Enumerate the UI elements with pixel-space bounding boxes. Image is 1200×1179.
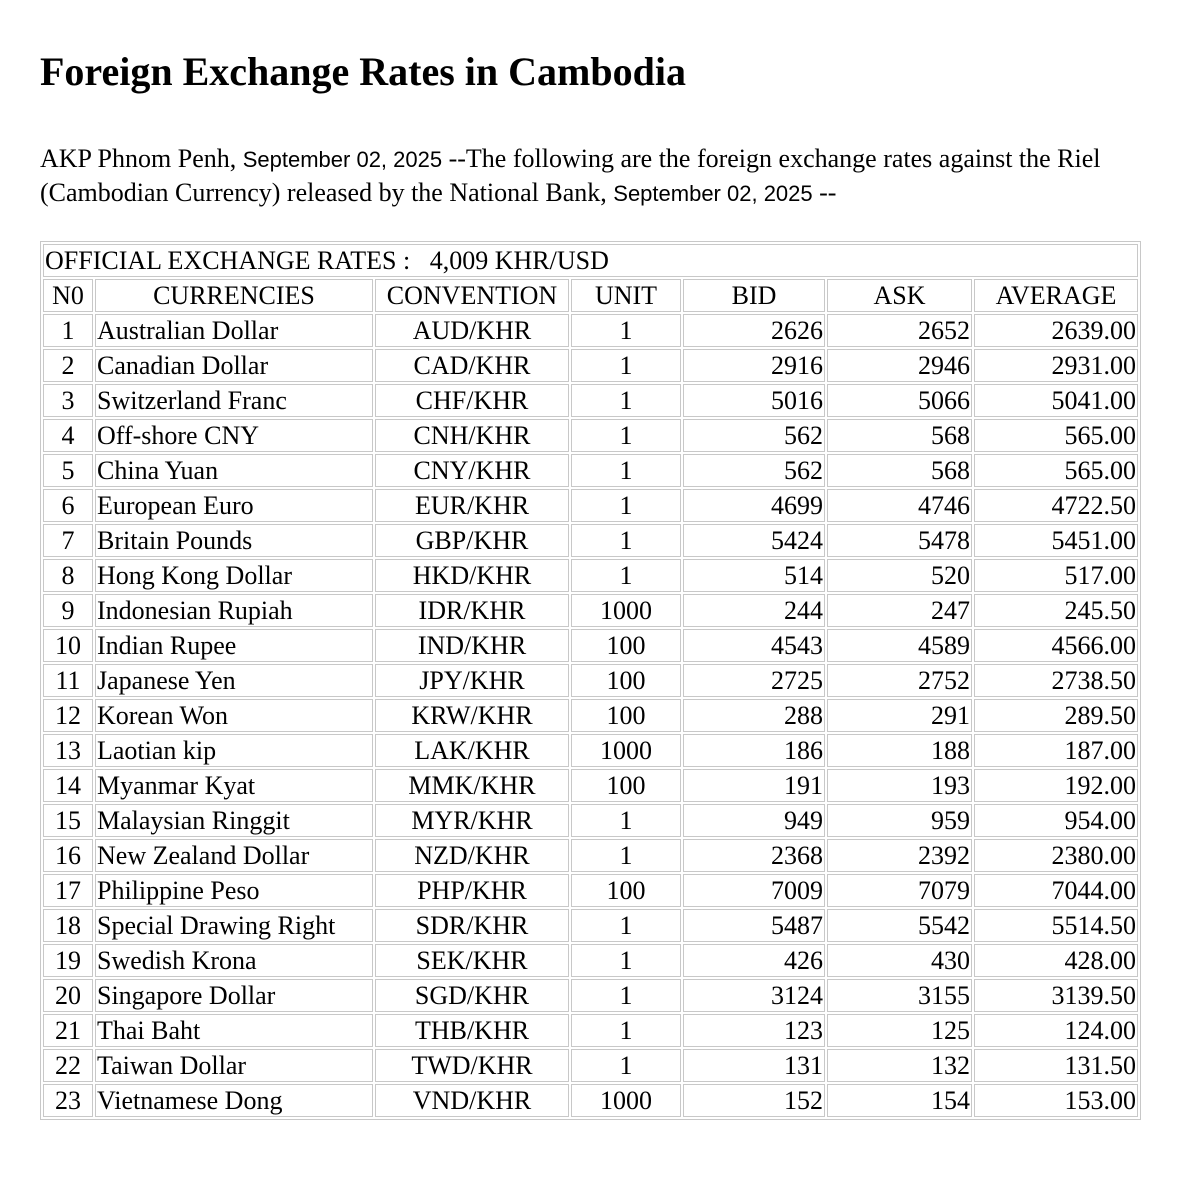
cell-no: 19: [43, 944, 93, 977]
cell-no: 9: [43, 594, 93, 627]
cell-currency: Japanese Yen: [95, 664, 373, 697]
cell-currency: Laotian kip: [95, 734, 373, 767]
table-row: [43, 594, 1138, 627]
cell-convention: THB/KHR: [375, 1014, 569, 1047]
cell-bid: 131: [683, 1049, 825, 1082]
cell-no: 8: [43, 559, 93, 592]
cell-currency: Indian Rupee: [95, 629, 373, 662]
cell-no: 20: [43, 979, 93, 1012]
cell-bid: 4699: [683, 489, 825, 522]
cell-convention: MMK/KHR: [375, 769, 569, 802]
cell-ask: 5542: [827, 909, 972, 942]
cell-currency: Special Drawing Right: [95, 909, 373, 942]
table-row: [43, 874, 1138, 907]
cell-ask: 132: [827, 1049, 972, 1082]
cell-currency: European Euro: [95, 489, 373, 522]
cell-average: 5041.00: [974, 384, 1138, 417]
cell-unit: 1000: [571, 594, 681, 627]
cell-unit: 100: [571, 769, 681, 802]
cell-convention: JPY/KHR: [375, 664, 569, 697]
table-row: [43, 384, 1138, 417]
cell-ask: 291: [827, 699, 972, 732]
cell-bid: 514: [683, 559, 825, 592]
cell-no: 10: [43, 629, 93, 662]
cell-average: 565.00: [974, 419, 1138, 452]
cell-bid: 7009: [683, 874, 825, 907]
cell-unit: 1: [571, 349, 681, 382]
cell-bid: 3124: [683, 979, 825, 1012]
cell-no: 4: [43, 419, 93, 452]
cell-bid: 152: [683, 1084, 825, 1117]
rate-rows: [43, 314, 1138, 1117]
official-rate-value: 4,009 KHR/USD: [429, 246, 609, 275]
cell-unit: 1: [571, 419, 681, 452]
cell-ask: 2652: [827, 314, 972, 347]
cell-convention: KRW/KHR: [375, 699, 569, 732]
cell-no: 15: [43, 804, 93, 837]
cell-bid: 288: [683, 699, 825, 732]
cell-unit: 1: [571, 804, 681, 837]
official-rate-row: [43, 244, 1138, 277]
table-row: [43, 489, 1138, 522]
cell-currency: Off-shore CNY: [95, 419, 373, 452]
cell-average: 4722.50: [974, 489, 1138, 522]
cell-currency: Myanmar Kyat: [95, 769, 373, 802]
table-row: [43, 314, 1138, 347]
cell-average: 4566.00: [974, 629, 1138, 662]
cell-no: 23: [43, 1084, 93, 1117]
cell-convention: CNY/KHR: [375, 454, 569, 487]
cell-average: 153.00: [974, 1084, 1138, 1117]
cell-ask: 2392: [827, 839, 972, 872]
table-row: [43, 944, 1138, 977]
cell-unit: 1: [571, 1014, 681, 1047]
cell-currency: Singapore Dollar: [95, 979, 373, 1012]
table-row: [43, 419, 1138, 452]
cell-no: 12: [43, 699, 93, 732]
cell-average: 5451.00: [974, 524, 1138, 557]
exchange-rates-table: [40, 241, 1141, 1120]
cell-ask: 193: [827, 769, 972, 802]
cell-ask: 5066: [827, 384, 972, 417]
cell-convention: EUR/KHR: [375, 489, 569, 522]
cell-currency: Swedish Krona: [95, 944, 373, 977]
cell-unit: 1: [571, 454, 681, 487]
cell-average: 124.00: [974, 1014, 1138, 1047]
cell-average: 5514.50: [974, 909, 1138, 942]
cell-no: 18: [43, 909, 93, 942]
header-row: [43, 279, 1138, 312]
cell-unit: 100: [571, 629, 681, 662]
cell-currency: Indonesian Rupiah: [95, 594, 373, 627]
page-title: Foreign Exchange Rates in Cambodia: [40, 49, 686, 94]
cell-unit: 1: [571, 909, 681, 942]
cell-no: 2: [43, 349, 93, 382]
header-ask: ASK: [827, 279, 972, 312]
cell-no: 1: [43, 314, 93, 347]
cell-currency: Thai Baht: [95, 1014, 373, 1047]
cell-unit: 1000: [571, 734, 681, 767]
cell-unit: 1: [571, 489, 681, 522]
table-row: [43, 349, 1138, 382]
cell-convention: CAD/KHR: [375, 349, 569, 382]
cell-bid: 2626: [683, 314, 825, 347]
table-row: [43, 524, 1138, 557]
cell-currency: Vietnamese Dong: [95, 1084, 373, 1117]
intro-text-tail: --: [812, 178, 837, 207]
cell-convention: SDR/KHR: [375, 909, 569, 942]
cell-average: 7044.00: [974, 874, 1138, 907]
cell-average: 289.50: [974, 699, 1138, 732]
header-average: AVERAGE: [974, 279, 1138, 312]
official-rate-label: OFFICIAL EXCHANGE RATES :: [45, 246, 411, 275]
cell-convention: GBP/KHR: [375, 524, 569, 557]
cell-no: 16: [43, 839, 93, 872]
table-row: [43, 1049, 1138, 1082]
cell-convention: HKD/KHR: [375, 559, 569, 592]
cell-ask: 7079: [827, 874, 972, 907]
cell-unit: 1: [571, 384, 681, 417]
release-date: September 02, 2025: [613, 181, 813, 206]
cell-average: 565.00: [974, 454, 1138, 487]
intro-paragraph: [40, 142, 1160, 210]
cell-average: 2738.50: [974, 664, 1138, 697]
header-no: N0: [43, 279, 93, 312]
cell-bid: 562: [683, 419, 825, 452]
cell-average: 2639.00: [974, 314, 1138, 347]
table-row: [43, 629, 1138, 662]
table-row: [43, 699, 1138, 732]
cell-convention: IND/KHR: [375, 629, 569, 662]
cell-convention: SEK/KHR: [375, 944, 569, 977]
cell-average: 517.00: [974, 559, 1138, 592]
cell-convention: CHF/KHR: [375, 384, 569, 417]
cell-unit: 1: [571, 524, 681, 557]
table-row: [43, 1014, 1138, 1047]
cell-currency: China Yuan: [95, 454, 373, 487]
cell-convention: SGD/KHR: [375, 979, 569, 1012]
cell-bid: 244: [683, 594, 825, 627]
cell-ask: 4589: [827, 629, 972, 662]
cell-currency: Korean Won: [95, 699, 373, 732]
cell-no: 11: [43, 664, 93, 697]
cell-average: 131.50: [974, 1049, 1138, 1082]
cell-bid: 4543: [683, 629, 825, 662]
cell-unit: 100: [571, 699, 681, 732]
cell-average: 428.00: [974, 944, 1138, 977]
cell-no: 5: [43, 454, 93, 487]
intro-text-lead: AKP Phnom Penh,: [40, 144, 243, 173]
intro-date: September 02, 2025: [242, 147, 443, 172]
intro-text-body: --The following are the foreign exchange rates against the Riel (Cambodian Currency) released by the National Bank,: [40, 144, 1101, 207]
table-row: [43, 979, 1138, 1012]
cell-currency: New Zealand Dollar: [95, 839, 373, 872]
table-row: [43, 734, 1138, 767]
cell-convention: TWD/KHR: [375, 1049, 569, 1082]
cell-bid: 2916: [683, 349, 825, 382]
cell-bid: 186: [683, 734, 825, 767]
cell-ask: 4746: [827, 489, 972, 522]
header-unit: UNIT: [571, 279, 681, 312]
cell-unit: 100: [571, 874, 681, 907]
cell-ask: 125: [827, 1014, 972, 1047]
cell-average: 192.00: [974, 769, 1138, 802]
cell-ask: 188: [827, 734, 972, 767]
cell-ask: 430: [827, 944, 972, 977]
table-row: [43, 769, 1138, 802]
cell-average: 187.00: [974, 734, 1138, 767]
official-rate-cell: [43, 244, 1138, 277]
cell-currency: Malaysian Ringgit: [95, 804, 373, 837]
cell-no: 13: [43, 734, 93, 767]
cell-currency: Australian Dollar: [95, 314, 373, 347]
cell-average: 245.50: [974, 594, 1138, 627]
cell-unit: 1: [571, 839, 681, 872]
cell-bid: 191: [683, 769, 825, 802]
cell-average: 2931.00: [974, 349, 1138, 382]
cell-bid: 949: [683, 804, 825, 837]
cell-unit: 1000: [571, 1084, 681, 1117]
cell-currency: Switzerland Franc: [95, 384, 373, 417]
table-row: [43, 559, 1138, 592]
cell-no: 21: [43, 1014, 93, 1047]
cell-convention: AUD/KHR: [375, 314, 569, 347]
cell-ask: 959: [827, 804, 972, 837]
header-convention: CONVENTION: [375, 279, 569, 312]
cell-average: 2380.00: [974, 839, 1138, 872]
cell-bid: 2368: [683, 839, 825, 872]
cell-no: 22: [43, 1049, 93, 1082]
table-row: [43, 804, 1138, 837]
cell-convention: PHP/KHR: [375, 874, 569, 907]
cell-bid: 5424: [683, 524, 825, 557]
cell-currency: Philippine Peso: [95, 874, 373, 907]
cell-currency: Hong Kong Dollar: [95, 559, 373, 592]
cell-currency: Taiwan Dollar: [95, 1049, 373, 1082]
table-row: [43, 664, 1138, 697]
cell-average: 954.00: [974, 804, 1138, 837]
header-bid: BID: [683, 279, 825, 312]
cell-ask: 568: [827, 419, 972, 452]
table-row: [43, 1084, 1138, 1117]
cell-bid: 562: [683, 454, 825, 487]
cell-ask: 247: [827, 594, 972, 627]
cell-no: 7: [43, 524, 93, 557]
cell-ask: 2752: [827, 664, 972, 697]
cell-ask: 3155: [827, 979, 972, 1012]
cell-ask: 568: [827, 454, 972, 487]
table-row: [43, 454, 1138, 487]
cell-unit: 1: [571, 314, 681, 347]
cell-unit: 1: [571, 559, 681, 592]
cell-ask: 154: [827, 1084, 972, 1117]
header-currencies: CURRENCIES: [95, 279, 373, 312]
cell-convention: VND/KHR: [375, 1084, 569, 1117]
table-row: [43, 839, 1138, 872]
cell-convention: NZD/KHR: [375, 839, 569, 872]
cell-convention: IDR/KHR: [375, 594, 569, 627]
cell-unit: 1: [571, 979, 681, 1012]
cell-bid: 5016: [683, 384, 825, 417]
cell-ask: 2946: [827, 349, 972, 382]
cell-no: 14: [43, 769, 93, 802]
cell-convention: CNH/KHR: [375, 419, 569, 452]
cell-average: 3139.50: [974, 979, 1138, 1012]
cell-currency: Britain Pounds: [95, 524, 373, 557]
cell-unit: 1: [571, 1049, 681, 1082]
cell-no: 3: [43, 384, 93, 417]
cell-unit: 100: [571, 664, 681, 697]
cell-bid: 5487: [683, 909, 825, 942]
cell-bid: 123: [683, 1014, 825, 1047]
cell-currency: Canadian Dollar: [95, 349, 373, 382]
cell-no: 17: [43, 874, 93, 907]
cell-unit: 1: [571, 944, 681, 977]
cell-no: 6: [43, 489, 93, 522]
cell-convention: LAK/KHR: [375, 734, 569, 767]
cell-bid: 426: [683, 944, 825, 977]
cell-ask: 520: [827, 559, 972, 592]
cell-bid: 2725: [683, 664, 825, 697]
table-row: [43, 909, 1138, 942]
cell-convention: MYR/KHR: [375, 804, 569, 837]
cell-ask: 5478: [827, 524, 972, 557]
